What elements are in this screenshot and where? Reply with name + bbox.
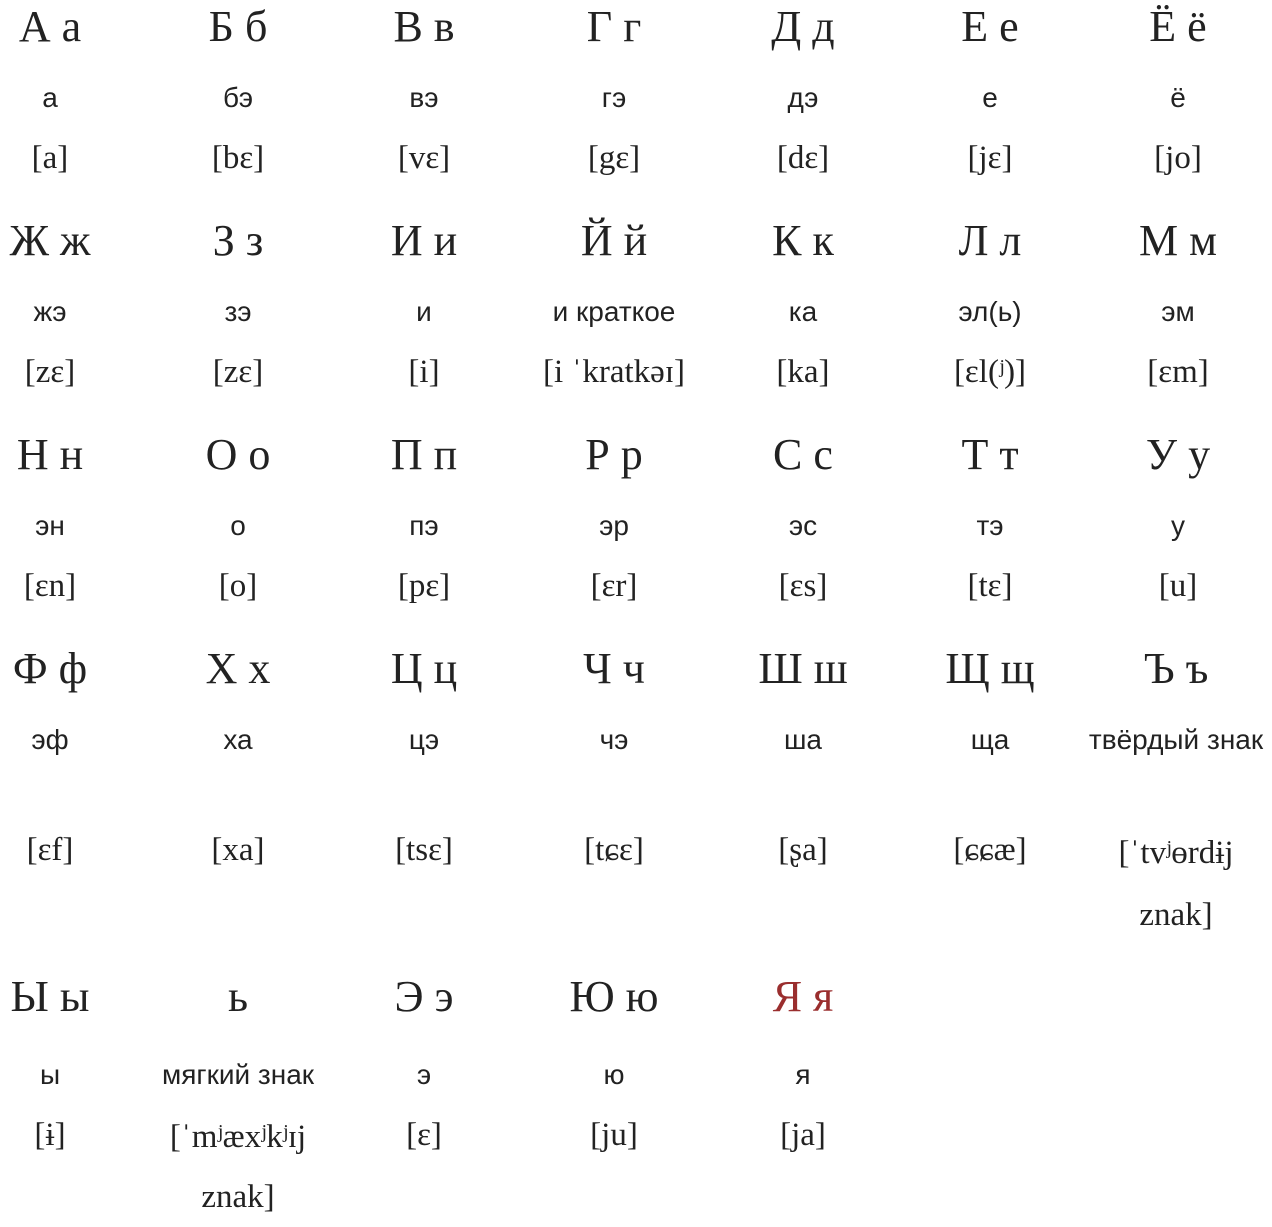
letter-name: эс	[788, 510, 818, 541]
letter-glyph: О о	[205, 430, 271, 479]
letter-name: пэ	[409, 510, 439, 541]
letter-ipa: [u]	[1158, 568, 1198, 604]
letter-glyph: С с	[773, 430, 833, 479]
letter-name: э	[416, 1059, 432, 1090]
letter-glyph: А а	[18, 2, 82, 51]
letter-name: ы	[39, 1059, 61, 1090]
letter-ipa: [ˈmʲæxʲkʲɪj znak]	[169, 1119, 307, 1215]
letter-glyph: Ч ч	[583, 644, 645, 693]
letter-ipa: [ja]	[780, 1117, 826, 1153]
letter-ipa: [ɛm]	[1147, 354, 1209, 390]
letter-glyph: Ф ф	[12, 644, 88, 693]
letter-name: эн	[35, 510, 65, 541]
letter-glyph: Д д	[771, 2, 835, 51]
letter-glyph: И и	[390, 216, 458, 265]
letter-ipa: [tɕɛ]	[584, 832, 644, 868]
letter-ipa: [o]	[218, 568, 258, 604]
letter-glyph: Ы ы	[10, 972, 90, 1021]
letter-ipa: [ɕɕæ]	[953, 832, 1027, 868]
letter-glyph: Х х	[205, 644, 271, 693]
letter-name: ща	[970, 724, 1010, 755]
letter-name: зэ	[224, 296, 252, 327]
letter-glyph: Г г	[586, 2, 642, 51]
letter-ipa: [pɛ]	[397, 568, 451, 604]
letter-name: тэ	[976, 510, 1004, 541]
letter-glyph: К к	[772, 216, 834, 265]
letter-ipa: [vɛ]	[397, 140, 451, 176]
letter-name: дэ	[787, 82, 819, 113]
letter-name: эр	[599, 510, 629, 541]
letter-ipa: [zɛ]	[24, 354, 76, 390]
letter-ipa: [ɛl(ʲ)]	[953, 354, 1027, 390]
letter-glyph: Ю ю	[569, 972, 659, 1021]
letter-ipa: [ka]	[776, 354, 830, 390]
letter-name: гэ	[601, 82, 627, 113]
letter-ipa: [a]	[31, 140, 69, 176]
letter-name: и краткое	[552, 296, 676, 327]
letter-ipa: [ɛs]	[778, 568, 828, 604]
letter-ipa: [ʂa]	[778, 832, 828, 868]
letter-glyph: З з	[212, 216, 264, 265]
letter-glyph: Й й	[580, 216, 648, 265]
letter-name: ка	[788, 296, 818, 327]
letter-name: ха	[223, 724, 253, 755]
letter-name: твёрдый знак	[1088, 724, 1264, 755]
letter-glyph: Ж ж	[9, 216, 91, 265]
letter-glyph: В в	[393, 2, 455, 51]
letter-name: чэ	[599, 724, 629, 755]
letter-glyph: Я я	[772, 972, 834, 1021]
letter-name: ша	[783, 724, 823, 755]
letter-ipa: [gɛ]	[587, 140, 641, 176]
letter-glyph: Щ щ	[945, 644, 1035, 693]
letter-glyph: Ц ц	[390, 644, 458, 693]
letter-name: ю	[603, 1059, 625, 1090]
letter-glyph: Е е	[961, 2, 1019, 51]
letter-ipa: [zɛ]	[212, 354, 264, 390]
letter-ipa: [ɛr]	[590, 568, 638, 604]
letter-name: жэ	[33, 296, 67, 327]
letter-glyph: Т т	[961, 430, 1019, 479]
letter-glyph: ь	[227, 972, 249, 1021]
letter-ipa: [ɛ]	[406, 1117, 442, 1153]
letter-ipa: [ɛn]	[23, 568, 77, 604]
letter-name: бэ	[222, 82, 253, 113]
letter-glyph: Ё ё	[1149, 2, 1207, 51]
letter-ipa: [ˈtvʲɵrdɨj znak]	[1118, 835, 1234, 933]
letter-glyph: М м	[1139, 216, 1217, 265]
letter-name: вэ	[409, 82, 439, 113]
letter-ipa: [jɛ]	[967, 140, 1013, 176]
letter-name: а	[42, 82, 58, 113]
letter-glyph: П п	[390, 430, 458, 479]
letter-name: о	[230, 510, 246, 541]
letter-name: эф	[31, 724, 69, 755]
letter-glyph: Р р	[585, 430, 643, 479]
letter-ipa: [xa]	[211, 832, 265, 868]
letter-name: я	[795, 1059, 811, 1090]
letter-ipa: [ɛf]	[26, 832, 74, 868]
letter-glyph: Ъ ъ	[1143, 644, 1209, 693]
letter-ipa: [tɛ]	[967, 568, 1013, 604]
letter-name: е	[982, 82, 998, 113]
letter-name: эл(ь)	[958, 296, 1022, 327]
letter-name: цэ	[408, 724, 440, 755]
letter-ipa: [ɨ]	[34, 1117, 66, 1153]
letter-name: и	[416, 296, 432, 327]
letter-glyph: Б б	[208, 2, 268, 51]
letter-ipa: [ju]	[590, 1117, 638, 1153]
letter-ipa: [i ˈkratkəɪ]	[542, 354, 685, 390]
letter-ipa: [tsɛ]	[395, 832, 453, 868]
letter-name: мягкий знак	[161, 1059, 315, 1090]
letter-name: ё	[1170, 82, 1186, 113]
letter-ipa: [jo]	[1154, 140, 1202, 176]
letter-glyph: Ш ш	[758, 644, 848, 693]
letter-glyph: У у	[1145, 430, 1211, 479]
letter-ipa: [i]	[408, 354, 440, 390]
letter-name: у	[1171, 510, 1185, 541]
letter-glyph: Н н	[16, 430, 84, 479]
letter-glyph: Л л	[958, 216, 1022, 265]
letter-glyph: Э э	[394, 972, 454, 1021]
letter-ipa: [dɛ]	[776, 140, 830, 176]
letter-name: эм	[1161, 296, 1195, 327]
letter-ipa: [bɛ]	[211, 140, 265, 176]
